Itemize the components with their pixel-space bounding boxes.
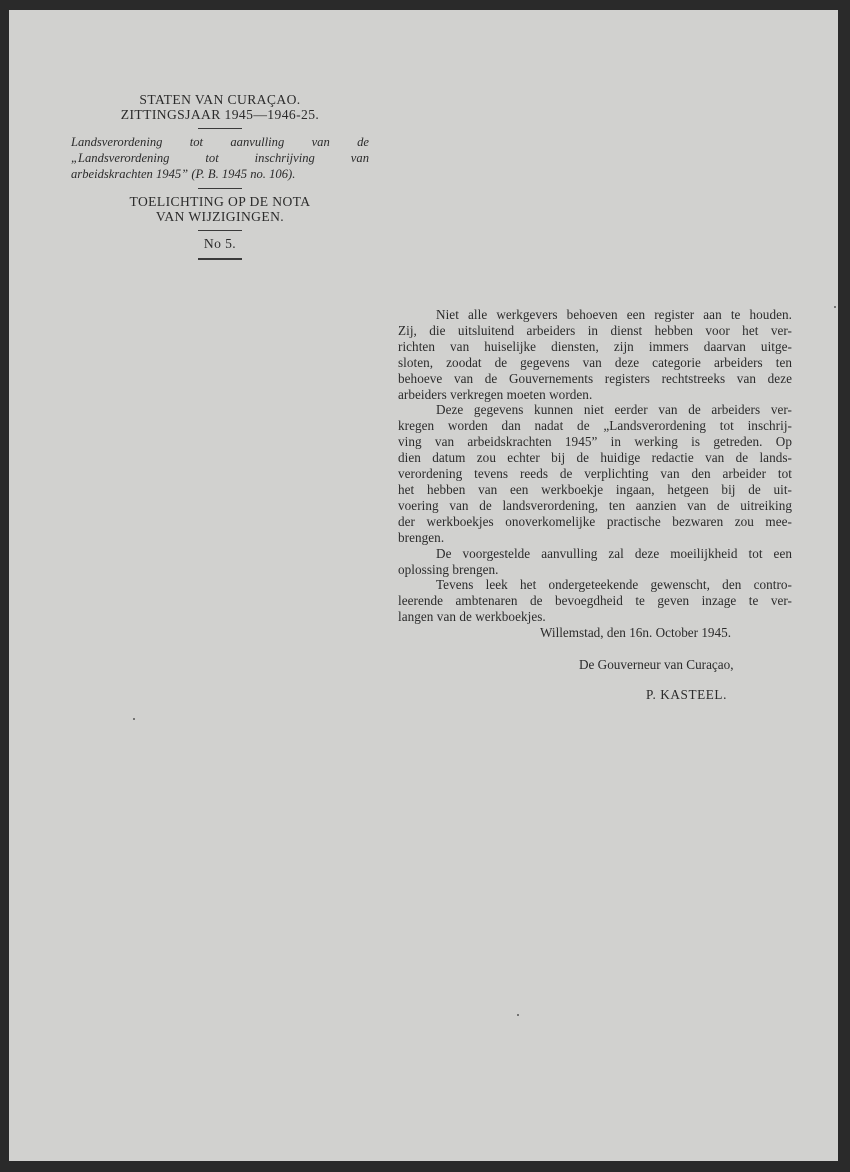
paragraph (398, 307, 792, 402)
text-line: kregen worden dan nadat de „Landsverordening tot inschrij- (398, 418, 792, 434)
text-line: richten van huiselijke diensten, zijn immers daarvan uitge- (398, 338, 792, 354)
text-line: behoeve van de Gouvernements registers rechtstreeks van deze (398, 370, 792, 386)
subject-line: Landsverordening tot aanvulling van de (71, 135, 369, 149)
signatory-title: De Gouverneur van Curaçao, (579, 657, 734, 672)
subject-line: arbeidskrachten 1945” (P. B. 1945 no. 106). (71, 167, 296, 181)
subject-text (71, 134, 369, 182)
document-heading: TOELICHTING OP DE NOTA (129, 194, 311, 209)
document-number: No 5. (203, 236, 237, 251)
header-divider (198, 230, 242, 231)
text-line: Tevens leek het ondergeteekende gewenscht, den contro- (436, 577, 792, 593)
text-line: Deze gegevens kunnen niet eerder van de arbeiders ver- (436, 402, 792, 418)
text-line: ving van arbeidskrachten 1945” in werking is getreden. Op (398, 434, 792, 450)
header-divider (198, 128, 242, 129)
institution-title: STATEN VAN CURAÇAO. (139, 92, 301, 107)
text-line: arbeiders verkregen moeten worden. (398, 386, 593, 402)
place-date: Willemstad, den 16n. October 1945. (540, 625, 732, 640)
text-line: voering van de landsverordening, ten aanzien van de uitreiking (398, 497, 792, 513)
text-line: leerende ambtenaren de bevoegdheid te geven inzage te ver- (398, 593, 792, 609)
text-line: oplossing brengen. (398, 561, 499, 577)
document-page (9, 10, 838, 1161)
text-line: langen van de werkboekjes. (398, 609, 546, 625)
session-year: ZITTINGSJAAR 1945—1946-25. (120, 107, 320, 122)
signatory-name: P. KASTEEL. (646, 687, 727, 702)
paper-speck (133, 718, 135, 720)
paper-speck (834, 306, 836, 308)
paper-speck (517, 1014, 519, 1016)
text-line: het hebben van een werkboekje ingaan, hetgeen bij de uit- (398, 481, 792, 497)
text-line: der werkboekjes onoverkomelijke practische bezwaren zou mee- (398, 513, 792, 529)
header-divider (198, 258, 242, 260)
header-divider (198, 188, 242, 189)
text-line: dien datum zou echter bij de huidige redactie van de lands- (398, 450, 792, 466)
body-text (398, 307, 792, 625)
text-line: verordening tevens reeds de verplichting van den arbeider tot (398, 466, 792, 482)
document-header (71, 92, 369, 265)
subject-line: „Landsverordening tot inschrijving van (71, 151, 369, 165)
document-heading: VAN WIJZIGINGEN. (155, 209, 285, 224)
text-line: sloten, zoodat de gegevens van deze categorie arbeiders ten (398, 354, 792, 370)
text-line: brengen. (398, 529, 445, 545)
text-line: De voorgestelde aanvulling zal deze moeilijkheid tot een (436, 545, 792, 561)
text-line: Zij, die uitsluitend arbeiders in dienst hebben voor het ver- (398, 322, 792, 338)
text-line: Niet alle werkgevers behoeven een register aan te houden. (436, 307, 792, 322)
paragraph (398, 402, 792, 545)
paragraph (398, 577, 792, 625)
paragraph (398, 546, 792, 578)
